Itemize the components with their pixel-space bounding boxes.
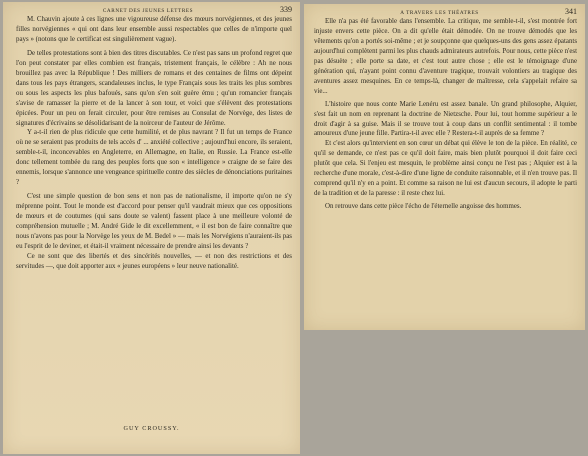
left-paragraph-4: C'est une simple question de bon sens et non pas de nationalisme, il importe qu'on ne s'y méprenne point. Tout le monde est d'accord pour penser qu'il vaudrait mieux que ces oppositions de mœurs et de coutumes (qui sans doute se valent) fassent place à une meilleure volonté de compréhension mutuelle ; M. André Gide le dit excellemment, « il est bon de faire connaître que nous n'avons pas pour la Norvège les yeux de M. Bedel » — mais les Norvégiens n'auraient-ils pas eu l'esprit de le deviner, et était-il vraiment nécessaire de prendre ainsi les devants ? [16, 192, 292, 250]
right-body-text [314, 17, 577, 212]
left-running-header [16, 4, 292, 15]
right-paragraph-4: On retrouve dans cette pièce l'écho de l'éternelle angoisse des hommes. [325, 203, 522, 211]
left-paragraph-1: M. Chauvin ajoute à ces lignes une vigoureuse défense des mœurs norvégiennes, et des jeunes filles norvégiennes « qui ont dans leur ensemble aussi respectables que celles de n'importe quel pays » (notons que le certificat est singulièrement vague). [16, 15, 292, 43]
right-paragraph-3: Et c'est alors qu'intervient en son cœur un débat qui élève le ton de la pièce. En réalité, ce qu'il se demande, ce n'est pas ce qu'il doit faire, mais bien plutôt pourquoi il doit faire ceci plutôt que cela. Si l'enjeu est mesquin, le problème ainsi conçu ne l'est pas ; Alquier est à la recherche d'une morale, c'est-à-dire d'une ligne de conduite raisonnable, et il n'en trouve pas. Il comprend qu'il n'y en a point. Et comme sa raison ne lui est d'aucun secours, il adopte le parti de la tradition et de la paresse : il reste chez lui. [314, 140, 577, 198]
right-page [304, 4, 585, 330]
right-header-title: A TRAVERS LES THÉATRES [400, 10, 479, 16]
left-paragraph-2: De telles protestations sont à bien des titres discutables. Ce n'est pas sans un profond regret que l'on peut constater par elles combien est français, tristement français, le célèbre : Ah ne nous brouillez pas avec la République ! Des milliers de romans et des centaines de films ont dépeint dans tous les pays étrangers, scandaleuses inclus, le type Français sous les traits les plus sombres ou sous les aspects les plus bafoués, sans qu'on s'en soit guère ému ; qu'un romancier français s'avise de ramasser la pierre et de la lancer à son tour, et voici que s'élèvent des protestations épicées. Pour un peu on ferait circuler, pour être remises au Consulat de Norvège, des listes de signatures d'écrivains se désolidarisant de la noirceur de l'auteur de Jérôme. [16, 48, 292, 127]
author-signature: GUY CROUSSY. [123, 425, 180, 432]
right-running-header [314, 6, 577, 17]
left-header-title: CARNET DES JEUNES LETTRES [102, 8, 194, 14]
left-paragraph-5: Ce ne sont que des libertés et des sincérités nouvelles, — et non des restrictions et des servitudes —, que doit apporter aux « jeunes européens » leur neuve nationalité. [16, 251, 292, 270]
left-page [3, 2, 300, 454]
left-body-text [16, 15, 292, 272]
left-paragraph-3: Y a-t-il rien de plus ridicule que cette humilité, et de plus navrant ? Il fut un temps de France où ne se seraient pas produits de tels accès d' ... anxiété collective ; aujourd'hui encore, ils seraient, semble-t-il, inconcevables en Angleterre, en Allemagne, en Italie, en Russie. La France est-elle donc tellement tombée du rang des peuples forts que son « intelligence » craigne de se faire des ennemis, lorsque s'annonce une vengeance spirituelle contre des siècles de dénonciations puritaines ? [16, 128, 292, 187]
left-page-number: 339 [280, 5, 292, 14]
right-paragraph-1: Elle n'a pas été favorable dans l'ensemble. La critique, me semble-t-il, s'est montrée fort injuste envers cette pièce. On a dit qu'elle était démodée. On ne trouve démodés que les vêtements qu'on a portés soi-même ; et je soupçonne que quelques-uns des gens assez épatants aujourd'hui complètent parmi les plus chauds admirateurs autrefois. Pour nous, cette pièce n'est pas désuète ; elle porte sa date, et c'est tout autre chose ; elle est le témoignage d'une génération qui, n'ayant point connu d'aventure tragique, trouvait volontiers au tragique des aventures assez mesquines. En ce temps-là, changer de maîtresse, cela s'appelait refaire sa vie... [314, 18, 577, 95]
right-paragraph-2: L'histoire que nous conte Marie Lenéru est assez banale. Un grand philosophe, Alquier, s'est fait un nom en reprenant la doctrine de Nietzsche. Pour lui, tout homme supérieur a le droit d'agir à sa guise. Mais il se trouve tout à coup dans un conflit sentimental : il tombe amoureux d'une jeune fille. Partira-t-il avec elle ? Restera-t-il auprès de sa femme ? [314, 100, 577, 138]
right-page-number: 341 [565, 7, 577, 16]
